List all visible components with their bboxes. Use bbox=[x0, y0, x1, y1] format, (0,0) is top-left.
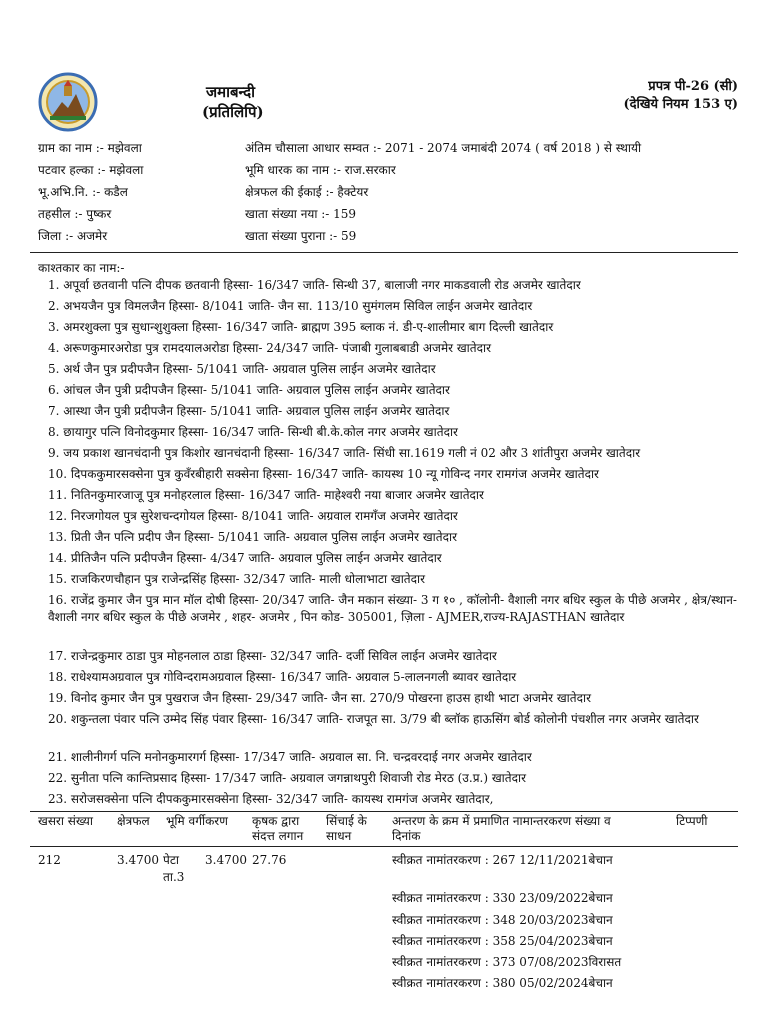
header-land-class: भूमि वर्गीकरण bbox=[166, 814, 228, 828]
document-title: जमाबन्दी bbox=[206, 83, 256, 101]
owners-heading: काश्तकार का नाम:- bbox=[38, 261, 125, 275]
list-item: 12. निरजगोयल पुत्र सुरेशचन्दगोयल हिस्सा- 8/1041 जाति- अग्रवाल रामगँज अजमेर खातेदार bbox=[48, 509, 458, 523]
list-item: 11. नितिनकुमारजाजू पुत्र मनोहरलाल हिस्सा- 16/347 जाति- माहेश्वरी नया बाजार अजमेर खातेदार bbox=[48, 488, 484, 502]
mutation-entry: स्वीक्रत नामांतरकरण : 267 12/11/2021बेचान bbox=[392, 853, 613, 867]
list-item: 1. अपूर्वा छतवानी पत्नि दीपक छतवानी हिस्सा- 16/347 जाति- सिन्धी 37, बालाजी नगर माकडवाली रोड अजमेर खातेदार bbox=[48, 278, 581, 292]
info-village: ग्राम का नाम :- मझेवला bbox=[38, 141, 142, 155]
header-mutation: अन्तरण के क्रम में प्रमाणित नामान्तरकरण संख्या व दिनांक bbox=[392, 814, 611, 843]
list-item: 22. सुनीता पत्नि कान्तिप्रसाद हिस्सा- 17/347 जाति- अग्रवाल जगन्नाथपुरी शिवाजी रोड मेरठ (उ.प्र.) खातेदार bbox=[48, 771, 526, 785]
list-item: 16. राजेंद्र कुमार जैन पुत्र मान मॉल दोषी हिस्सा- 20/347 जाति- जैन मकान संख्या- 3 ग १० , कॉलोनी- वैशाली नगर बधिर स्कुल के पीछे अजमेर , क्षेत्र/स्थान- वैशाली नगर बधिर स्कुल के पीछे अजमेर , शहर- अजमेर , पिन कोड- 305001, ज़िला - AJMER,राज्य-RAJASTHAN खातेदार bbox=[48, 593, 737, 624]
cell-lagan: 27.76 bbox=[252, 853, 287, 867]
divider-table-top bbox=[30, 811, 738, 812]
divider-top bbox=[30, 252, 738, 253]
divider-table-header bbox=[30, 846, 738, 847]
info-land-holder: भूमि धारक का नाम :- राज.सरकार bbox=[245, 163, 396, 177]
cell-khasra: 212 bbox=[38, 853, 61, 867]
cell-land-class: पेटा ता.3 bbox=[163, 853, 185, 884]
document-subtitle: (प्रतिलिपि) bbox=[202, 103, 264, 121]
form-number: प्रपत्र पी-26 (सी) bbox=[648, 79, 738, 94]
cell-area: 3.4700 bbox=[117, 853, 159, 867]
list-item: 18. राधेश्यामअग्रवाल पुत्र गोविन्दरामअग्रवाल हिस्सा- 16/347 जाति- अग्रवाल 5-लालनगली ब्यावर खातेदार bbox=[48, 670, 517, 684]
info-district: जिला :- अजमेर bbox=[38, 229, 108, 243]
info-chausala: अंतिम चौसाला आधार सम्वत :- 2071 - 2074 जमाबंदी 2074 ( वर्ष 2018 ) से स्थायी bbox=[245, 141, 642, 155]
list-item: 20. शकुन्तला पंवार पत्नि उम्मेद सिंह पंवार हिस्सा- 16/347 जाति- राजपूत सा. 3/79 बी ब्लॉक हाऊसिंग बोर्ड कोलोनी पंचशील नगर अजमेर खातेदार bbox=[48, 712, 699, 726]
list-item: 8. छायागुर पत्नि विनोदकुमार हिस्सा- 16/347 जाति- सिन्धी बी.के.कोल नगर अजमेर खातेदार bbox=[48, 425, 458, 439]
header-area: क्षेत्रफल bbox=[117, 814, 150, 828]
rajasthan-emblem-icon bbox=[38, 72, 98, 132]
list-item: 9. जय प्रकाश खानचंदानी पुत्र किशोर खानचंदानी हिस्सा- 16/347 जाति- सिंधी सा.1619 गली नं 02 और 3 शांतीपुरा अजमेर खातेदार bbox=[48, 446, 641, 460]
mutation-entry: स्वीक्रत नामांतरकरण : 348 20/03/2023बेचान bbox=[392, 913, 613, 927]
list-item: 5. अर्थ जैन पुत्र प्रदीपजैन हिस्सा- 5/1041 जाति- अग्रवाल पुलिस लाईन अजमेर खातेदार bbox=[48, 362, 436, 376]
list-item: 17. राजेन्द्रकुमार ठाडा पुत्र मोहनलाल ठाडा हिस्सा- 32/347 जाति- दर्जी सिविल लाईन अजमेर खातेदार bbox=[48, 649, 497, 663]
header-khasra: खसरा संख्या bbox=[38, 814, 93, 828]
mutation-entry: स्वीक्रत नामांतरकरण : 330 23/09/2022बेचान bbox=[392, 891, 613, 905]
rule-reference: (देखिये नियम 153 ए) bbox=[623, 97, 738, 112]
list-item: 6. आंचल जैन पुत्री प्रदीपजैन हिस्सा- 5/1041 जाति- अग्रवाल पुलिस लाईन अजमेर खातेदार bbox=[48, 383, 450, 397]
list-item: 2. अभयजैन पुत्र विमलजैन हिस्सा- 8/1041 जाति- जैन सा. 113/10 सुमंगलम सिविल लाईन अजमेर खातेदार bbox=[48, 299, 533, 313]
list-item: 23. सरोजसक्सेना पत्नि दीपककुमारसक्सेना हिस्सा- 32/347 जाति- कायस्थ रामगंज अजमेर खातेदार, bbox=[48, 792, 494, 806]
cell-class-area: 3.4700 bbox=[205, 853, 247, 867]
info-khata-old: खाता संख्या पुराना :- 59 bbox=[245, 229, 357, 243]
list-item: 3. अमरशुक्ला पुत्र सुधान्शुशुक्ला हिस्सा- 16/347 जाति- ब्राह्मण 395 ब्लाक नं. डी-ए-शालीमार बाग दिल्ली खातेदार bbox=[48, 320, 554, 334]
mutation-entry: स्वीक्रत नामांतरकरण : 373 07/08/2023विरासत bbox=[392, 955, 622, 969]
list-item: 21. शालीनीगर्ग पत्नि मनोनकुमारगर्ग हिस्सा- 17/347 जाति- अग्रवाल सा. नि. चन्द्रवरदाई नगर अजमेर खातेदार bbox=[48, 750, 532, 764]
list-item: 10. दिपककुमारसक्सेना पुत्र कुवँरबीहारी सक्सेना हिस्सा- 16/347 जाति- कायस्थ 10 न्यू गोविन्द नगर रामगंज अजमेर खातेदार bbox=[48, 467, 599, 481]
info-area-unit: क्षेत्रफल की ईकाई :- हैक्टेयर bbox=[245, 185, 369, 199]
info-tehsil: तहसील :- पुष्कर bbox=[38, 207, 112, 221]
header-remarks: टिप्पणी bbox=[676, 814, 708, 828]
mutation-entry: स्वीक्रत नामांतरकरण : 380 05/02/2024बेचान bbox=[392, 976, 613, 990]
list-item: 7. आस्था जैन पुत्री प्रदीपजैन हिस्सा- 5/1041 जाति- अग्रवाल पुलिस लाईन अजमेर खातेदार bbox=[48, 404, 450, 418]
list-item: 15. राजकिरणचौहान पुत्र राजेन्द्रसिंह हिस्सा- 32/347 जाति- माली धोलाभाटा खातेदार bbox=[48, 572, 426, 586]
list-item: 19. विनोद कुमार जैन पुत्र पुखराज जैन हिस्सा- 29/347 जाति- जैन सा. 270/9 पोखरना हाउस हाथी भाटा अजमेर खातेदार bbox=[48, 691, 591, 705]
info-bhu-abhi-ni: भू.अभि.नि. :- कडैल bbox=[38, 185, 128, 199]
list-item: 13. प्रिती जैन पत्नि प्रदीप जैन हिस्सा- 5/1041 जाति- अग्रवाल पुलिस लाईन अजमेर खातेदार bbox=[48, 530, 457, 544]
mutation-entry: स्वीक्रत नामांतरकरण : 358 25/04/2023बेचान bbox=[392, 934, 613, 948]
list-item: 14. प्रीतिजैन पत्नि प्रदीपजैन हिस्सा- 4/347 जाति- अग्रवाल पुलिस लाईन अजमेर खातेदार bbox=[48, 551, 442, 565]
list-item: 4. अरूणकुमारअरोडा पुत्र रामदयालअरोडा हिस्सा- 24/347 जाति- पंजाबी गुलाबबाडी अजमेर खातेदार bbox=[48, 341, 492, 355]
info-khata-new: खाता संख्या नया :- 159 bbox=[245, 207, 357, 221]
info-patwar-halka: पटवार हल्का :- मझेवला bbox=[38, 163, 144, 177]
header-irrigation: सिंचाई के साधन bbox=[326, 814, 367, 843]
header-lagan: कृषक द्वारा संदत्त लगान bbox=[252, 814, 304, 843]
